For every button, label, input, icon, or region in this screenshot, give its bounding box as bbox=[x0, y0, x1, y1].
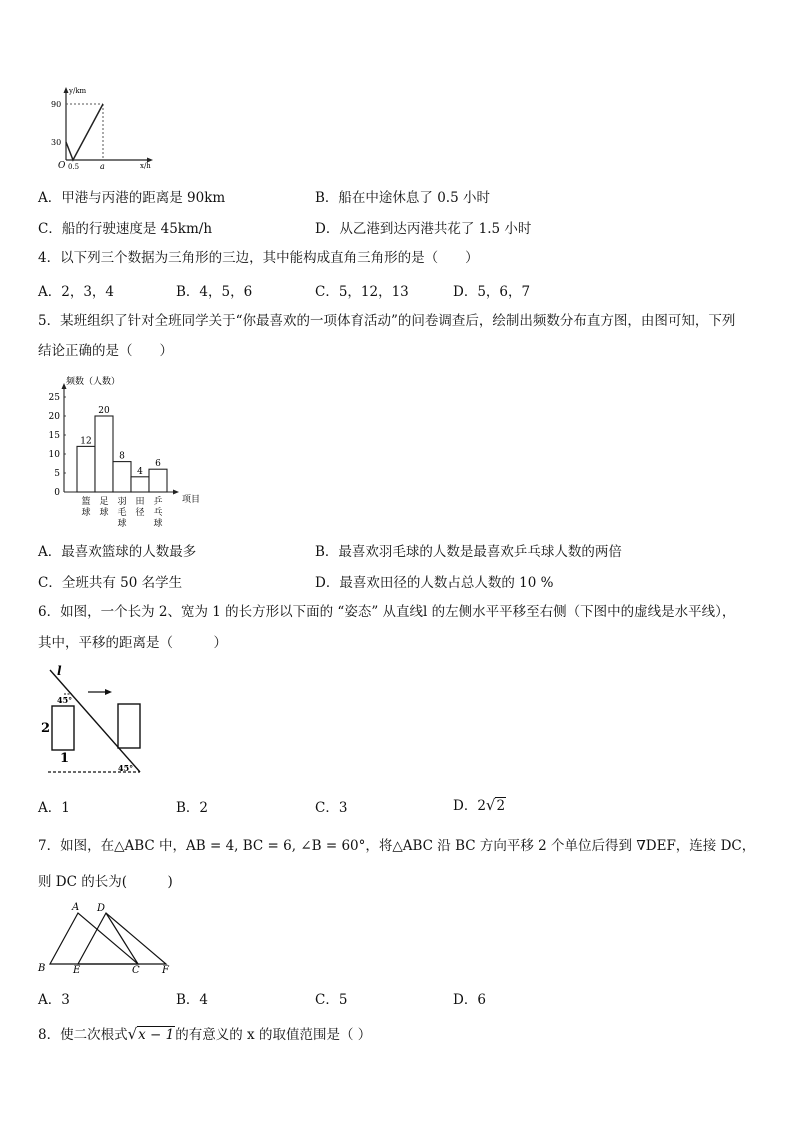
x-category-label: 羽 bbox=[117, 497, 127, 507]
q4-option-c[interactable]: C．5，12，13 bbox=[315, 284, 409, 300]
q3-option-d[interactable]: D．从乙港到达丙港共花了 1.5 小时 bbox=[315, 221, 532, 237]
q8-question-prefix: 8．使二次根式 bbox=[38, 1027, 128, 1043]
q3-option-a[interactable]: A．甲港与丙港的距离是 90km bbox=[38, 190, 226, 206]
sqrt-sign-icon: √ bbox=[485, 796, 496, 814]
q7-label-e: E bbox=[73, 965, 81, 976]
q8-radicand: x − 1 bbox=[138, 1027, 175, 1043]
y-tick-label: 15 bbox=[48, 431, 60, 441]
x-category-label: 乒 bbox=[153, 497, 163, 507]
q7-question-line1: 7．如图，在△ABC 中，AB = 4, BC = 6, ∠B = 60°，将△ABC 沿 BC 方向平移 2 个单位后得到 ∇DEF，连接 DC， bbox=[38, 838, 756, 854]
q7-label-c: C bbox=[132, 965, 140, 976]
q6-rectangle-translation-figure bbox=[38, 662, 150, 778]
x-category-label: 球 bbox=[153, 519, 163, 529]
q6-bottom-label-1: 1 bbox=[60, 751, 70, 766]
q7-label-a: A bbox=[72, 902, 80, 913]
q6-option-a[interactable]: A．1 bbox=[38, 800, 70, 816]
q7-label-f: F bbox=[162, 965, 169, 976]
q3-x-tick-05: 0.5 bbox=[68, 163, 80, 171]
q7-option-d[interactable]: D．6 bbox=[453, 992, 486, 1008]
y-tick-label: 25 bbox=[48, 393, 60, 403]
q8-question bbox=[38, 1024, 371, 1045]
bar-value-label: 6 bbox=[155, 459, 161, 470]
y-tick-label: 5 bbox=[54, 469, 60, 479]
q6-question-line2: 其中，平移的距离是（ ） bbox=[38, 635, 227, 651]
q7-option-a[interactable]: A．3 bbox=[38, 992, 70, 1008]
bar bbox=[95, 416, 113, 492]
x-category-label: 足 bbox=[99, 497, 109, 507]
y-axis-label: 频数（人数） bbox=[66, 377, 121, 387]
q5-option-b[interactable]: B．最喜欢羽毛球的人数是最喜欢乒乓球人数的两倍 bbox=[315, 544, 622, 560]
q7-triangle-translation-figure bbox=[36, 900, 178, 978]
q3-origin-label: O bbox=[58, 161, 66, 171]
q5-question-line2: 结论正确的是（ ） bbox=[38, 343, 173, 359]
q5-histogram bbox=[44, 374, 214, 534]
q3-x-tick-a: a bbox=[100, 162, 105, 171]
q3-y-axis-label: y/km bbox=[69, 87, 87, 95]
x-category-label: 毛 bbox=[117, 508, 127, 518]
q3-option-b[interactable]: B．船在中途休息了 0.5 小时 bbox=[315, 190, 490, 206]
q7-option-c[interactable]: C．5 bbox=[315, 992, 348, 1008]
bar bbox=[131, 477, 149, 492]
q7-label-b: B bbox=[38, 963, 46, 974]
x-category-label: 田 bbox=[135, 497, 145, 507]
q4-option-a[interactable]: A．2，3，4 bbox=[38, 284, 115, 300]
q6-angle-bottom-label: 45° bbox=[118, 763, 134, 773]
bar-value-label: 4 bbox=[137, 466, 143, 477]
x-category-label: 球 bbox=[117, 519, 127, 529]
q4-option-b[interactable]: B．4，5，6 bbox=[176, 284, 253, 300]
x-category-label: 球 bbox=[99, 508, 109, 518]
q8-question-suffix: 的有意义的 x 的取值范围是（ ） bbox=[175, 1027, 372, 1043]
q6-angle-top-label: 45° bbox=[57, 695, 73, 705]
x-category-label: 径 bbox=[135, 508, 145, 518]
y-tick-label: 0 bbox=[54, 488, 60, 498]
q4-option-d[interactable]: D．5，6，7 bbox=[453, 284, 531, 300]
sqrt-sign-icon: √ bbox=[127, 1025, 138, 1043]
q3-distance-time-graph bbox=[46, 84, 156, 172]
q6-line-label-l: l bbox=[57, 664, 62, 678]
q6-side-label-2: 2 bbox=[41, 721, 51, 736]
bar bbox=[77, 446, 95, 492]
q3-x-axis-label: x/h bbox=[140, 162, 151, 170]
bar-value-label: 8 bbox=[119, 451, 125, 462]
y-tick-label: 10 bbox=[48, 450, 60, 460]
x-category-label: 篮 bbox=[81, 497, 91, 507]
q5-option-c[interactable]: C．全班共有 50 名学生 bbox=[38, 575, 183, 591]
bar bbox=[113, 462, 131, 492]
q5-option-d[interactable]: D．最喜欢田径的人数占总人数的 10 % bbox=[315, 575, 554, 591]
q7-question-line2: 则 DC 的长为( ) bbox=[38, 874, 173, 890]
q6-option-c[interactable]: C．3 bbox=[315, 800, 348, 816]
q3-y-tick-30: 30 bbox=[51, 138, 62, 147]
x-axis-label: 项目 bbox=[182, 495, 201, 505]
q6-option-d-prefix: D．2 bbox=[453, 798, 486, 814]
q6-option-d-radicand: 2 bbox=[496, 798, 506, 814]
bar bbox=[149, 469, 167, 492]
q3-option-c[interactable]: C．船的行驶速度是 45km/h bbox=[38, 221, 213, 237]
q7-label-d: D bbox=[97, 903, 106, 914]
x-category-label: 乓 bbox=[153, 508, 163, 518]
q7-option-b[interactable]: B．4 bbox=[176, 992, 209, 1008]
q6-question-line1: 6．如图，一个长为 2、宽为 1 的长方形以下面的 “姿态” 从直线l 的左侧水平平移至右侧（下图中的虚线是水平线）， bbox=[38, 604, 736, 620]
q4-question-text: 4．以下列三个数据为三角形的三边，其中能构成直角三角形的是（ ） bbox=[38, 250, 479, 266]
bar-value-label: 12 bbox=[80, 436, 92, 447]
y-tick-label: 20 bbox=[48, 412, 60, 422]
q5-question-line1: 5．某班组织了针对全班同学关于“你最喜欢的一项体育活动”的问卷调查后，绘制出频数分布直方图，由图可知，下列 bbox=[38, 313, 736, 329]
x-axis-arrow-icon bbox=[173, 490, 179, 495]
q6-option-d[interactable] bbox=[453, 794, 506, 814]
x-category-label: 球 bbox=[81, 508, 91, 518]
q5-option-a[interactable]: A．最喜欢篮球的人数最多 bbox=[38, 544, 197, 560]
q3-y-tick-90: 90 bbox=[51, 100, 62, 109]
bar-value-label: 20 bbox=[98, 406, 110, 416]
q6-option-b[interactable]: B．2 bbox=[176, 800, 209, 816]
